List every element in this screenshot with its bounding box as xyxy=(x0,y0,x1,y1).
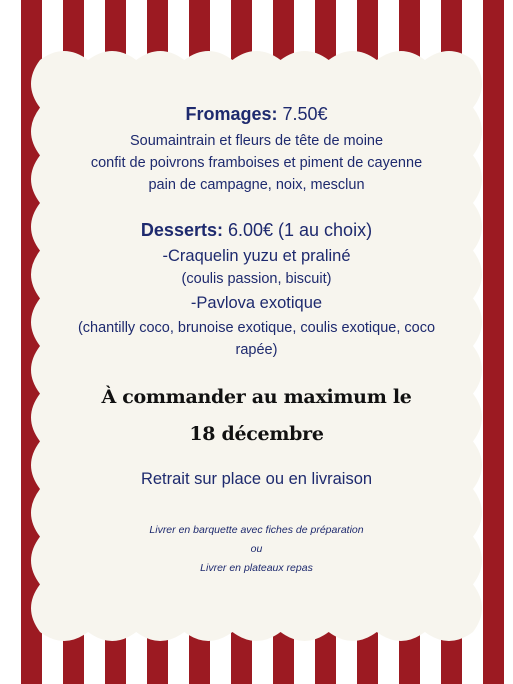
dessert-item-2-detail-1: (chantilly coco, brunoise exotique, coulis exotique, coco xyxy=(77,320,436,336)
fromages-heading xyxy=(60,104,453,125)
order-deadline-line-2: 18 décembre xyxy=(189,423,324,445)
note-line-2: ou xyxy=(250,543,263,555)
fromages-line-2: confit de poivrons framboises et piment de cayenne xyxy=(90,155,423,171)
order-deadline-line-1: À commander au maximum le xyxy=(101,386,412,408)
menu-content xyxy=(60,90,453,610)
desserts-price: 6.00€ (1 au choix) xyxy=(222,220,373,240)
dessert-item-2: -Pavlova exotique xyxy=(190,294,323,312)
note-line-1: Livrer en barquette avec fiches de préparation xyxy=(149,524,364,536)
fromages-price: 7.50€ xyxy=(277,104,328,124)
dessert-item-1: -Craquelin yuzu et praliné xyxy=(162,247,351,265)
fromages-title: Fromages: xyxy=(185,104,278,124)
desserts-heading xyxy=(60,220,453,241)
fromages-line-1: Soumaintrain et fleurs de tête de moine xyxy=(129,133,384,149)
note-line-3: Livrer en plateaux repas xyxy=(200,562,313,574)
dessert-item-1-detail: (coulis passion, biscuit) xyxy=(181,271,332,287)
desserts-title: Desserts: xyxy=(140,220,223,240)
fromages-line-3: pain de campagne, noix, mesclun xyxy=(148,177,365,193)
pickup-info: Retrait sur place ou en livraison xyxy=(140,470,373,488)
dessert-item-2-detail-2: rapée) xyxy=(235,342,278,358)
